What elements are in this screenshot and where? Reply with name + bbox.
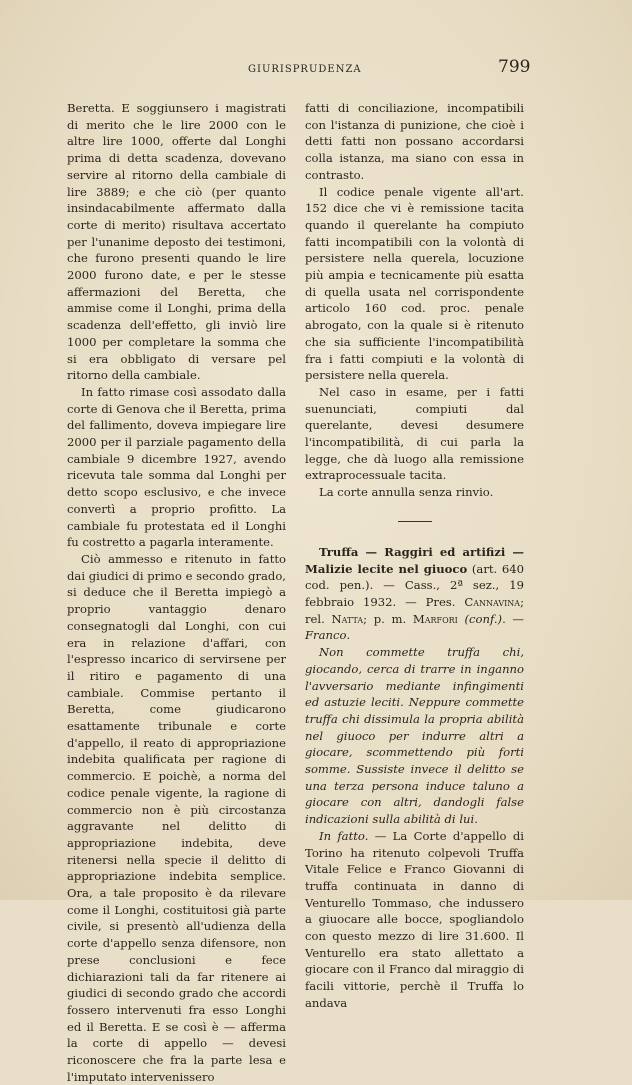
right-paragraph-3: Nel caso in esame, per i fatti suenunciati, compiuti dal querelante, devesi desumere l'incompatibilità, di cui parla la legge, che dà luogo alla remissione extraprocessuale tacita. [305, 384, 524, 483]
case-rapporteur: Natta [331, 611, 364, 626]
case-citation-sep-3: . — [502, 611, 525, 626]
case-citation-sep-1: ; rel. [305, 594, 524, 626]
case-conf: (conf.) [464, 611, 503, 626]
case-party: Franco [305, 628, 347, 643]
case-president: Cannavina [464, 594, 521, 609]
left-paragraph-3: Ciò ammesso e ritenuto in fatto dai giudici di primo e secondo grado, si deduce che il Beretta impiegò a proprio vantaggio denaro consegnatogli dal Longhi, con cui era in relazione d'affari, con l'espresso incarico di servirsene per il ritiro e pagamento di una cambiale. Commise pertanto il Beretta, come giudicarono esattamente tribunale e corte d'appello, il reato di appropriazione indebita qualificata per ragione di commercio. E poichè, a norma del codice penale vigente, la ragione di commercio non è più circostanza aggravante nel delitto di appropriazione indebita, deve ritenersi nella specie il delitto di appropriazione indebita semplice. Ora, a tale proposito è da rilevare come il Longhi, costituitosi già parte civile, si presentò all'udienza della corte d'appello senza difensore, non prese conclusioni e fece dichiarazioni tali da far ritenere ai giudici di secondo grado che accordi fossero intervenuti fra esso Longhi ed il Beretta. E se così è — afferma la corte di appello — devesi riconoscere che fra la parte lesa e l'imputato intervenissero [67, 551, 286, 1084]
case-citation: (art. 640 cod. pen.). — Cass., 2ª sez., 19 febbraio 1932. — Pres. [305, 561, 525, 609]
case-heading-title: Truffa — Raggiri ed artifizi — Malizie lecite nel giuoco [305, 544, 524, 576]
left-column [67, 100, 286, 1085]
section-divider [398, 521, 432, 522]
left-paragraph-2: In fatto rimase così assodato dalla corte di Genova che il Beretta, prima del fallimento, doveva impiegare lire 2000 per il parziale pagamento della cambiale 9 dicembre 1927, avendo ricevuta tale somma dal Longhi per detto scopo esclusivo, e che invece convertì a proprio profitto. La cambiale fu protestata ed il Longhi fu costretto a pagarla interamente. [67, 384, 286, 550]
left-paragraph-1: Beretta. E soggiunsero i magistrati di merito che le lire 2000 con le altre lire 1000, offerte dal Longhi prima di detta scadenza, dovevano servire al ritorno della cambiale di lire 3889; e che ciò (per quanto insindacabilmente affermato dalla corte di merito) risultava accertato per l'unanime deposto dei testimoni, che furono presenti quando le lire 2000 furono date, e per le stesse affermazioni del Beretta, che ammise come il Longhi, prima della scadenza dell'effetto, gli inviò lire 1000 per completare la somma che si era obbligato di versare pel ritorno della cambiale. [67, 101, 286, 383]
case-summary: Non commette truffa chi, giocando, cerca di trarre in inganno l'avversario mediante infingimenti ed astuzie leciti. Neppure commette truffa chi dissimula la propria abilità nel giuoco per indurre altri a giocare, scommettendo più forti somme. Sussiste invece il delitto se una terza persona induce taluno a giocare con altri, dandogli false indicazioni sulla abilità di lui. [305, 645, 524, 827]
right-paragraph-2: Il codice penale vigente all'art. 152 dice che vi è remissione tacita quando il querelante ha compiuto fatti incompatibili con la volontà di persistere nella querela, locuzione più ampia e tecnicamente più esatta di quella usata nel corrispondente articolo 160 cod. proc. penale abrogato, con la quale si è ritenuto che sia sufficiente l'incompatibilità fra i fatti compiuti e la volontà di persistere nella querela. [305, 184, 524, 383]
case-heading [305, 544, 524, 644]
case-citation-sep-2: ; p. m. [363, 611, 413, 626]
case-prosecutor: Marfori [412, 611, 458, 626]
right-paragraph-1: fatti di conciliazione, incompatibili con l'istanza di punizione, che cioè i detti fatti non possano accordarsi colla istanza, ma siano con essa in contrasto. [305, 101, 524, 182]
page-number: 799 [498, 57, 531, 77]
case-body-text: — La Corte d'appello di Torino ha ritenuto colpevoli Truffa Vitale Felice e Franco Giovanni di truffa continuata in danno di Venturello Tommaso, che indussero a giuocare alle bocce, spogliandolo con questo mezzo di lire 31.600. Il Venturello era stato allettato a giocare con il Franco dal miraggio di facili vittorie, perchè il Truffa lo andava [305, 828, 525, 1010]
case-body-label: In fatto. [319, 828, 369, 843]
case-body [305, 828, 524, 1012]
right-column [305, 100, 524, 1012]
right-paragraph-4: La corte annulla senza rinvio. [319, 485, 494, 500]
running-head: GIURISPRUDENZA [248, 64, 362, 75]
case-citation-end: . [346, 628, 351, 643]
